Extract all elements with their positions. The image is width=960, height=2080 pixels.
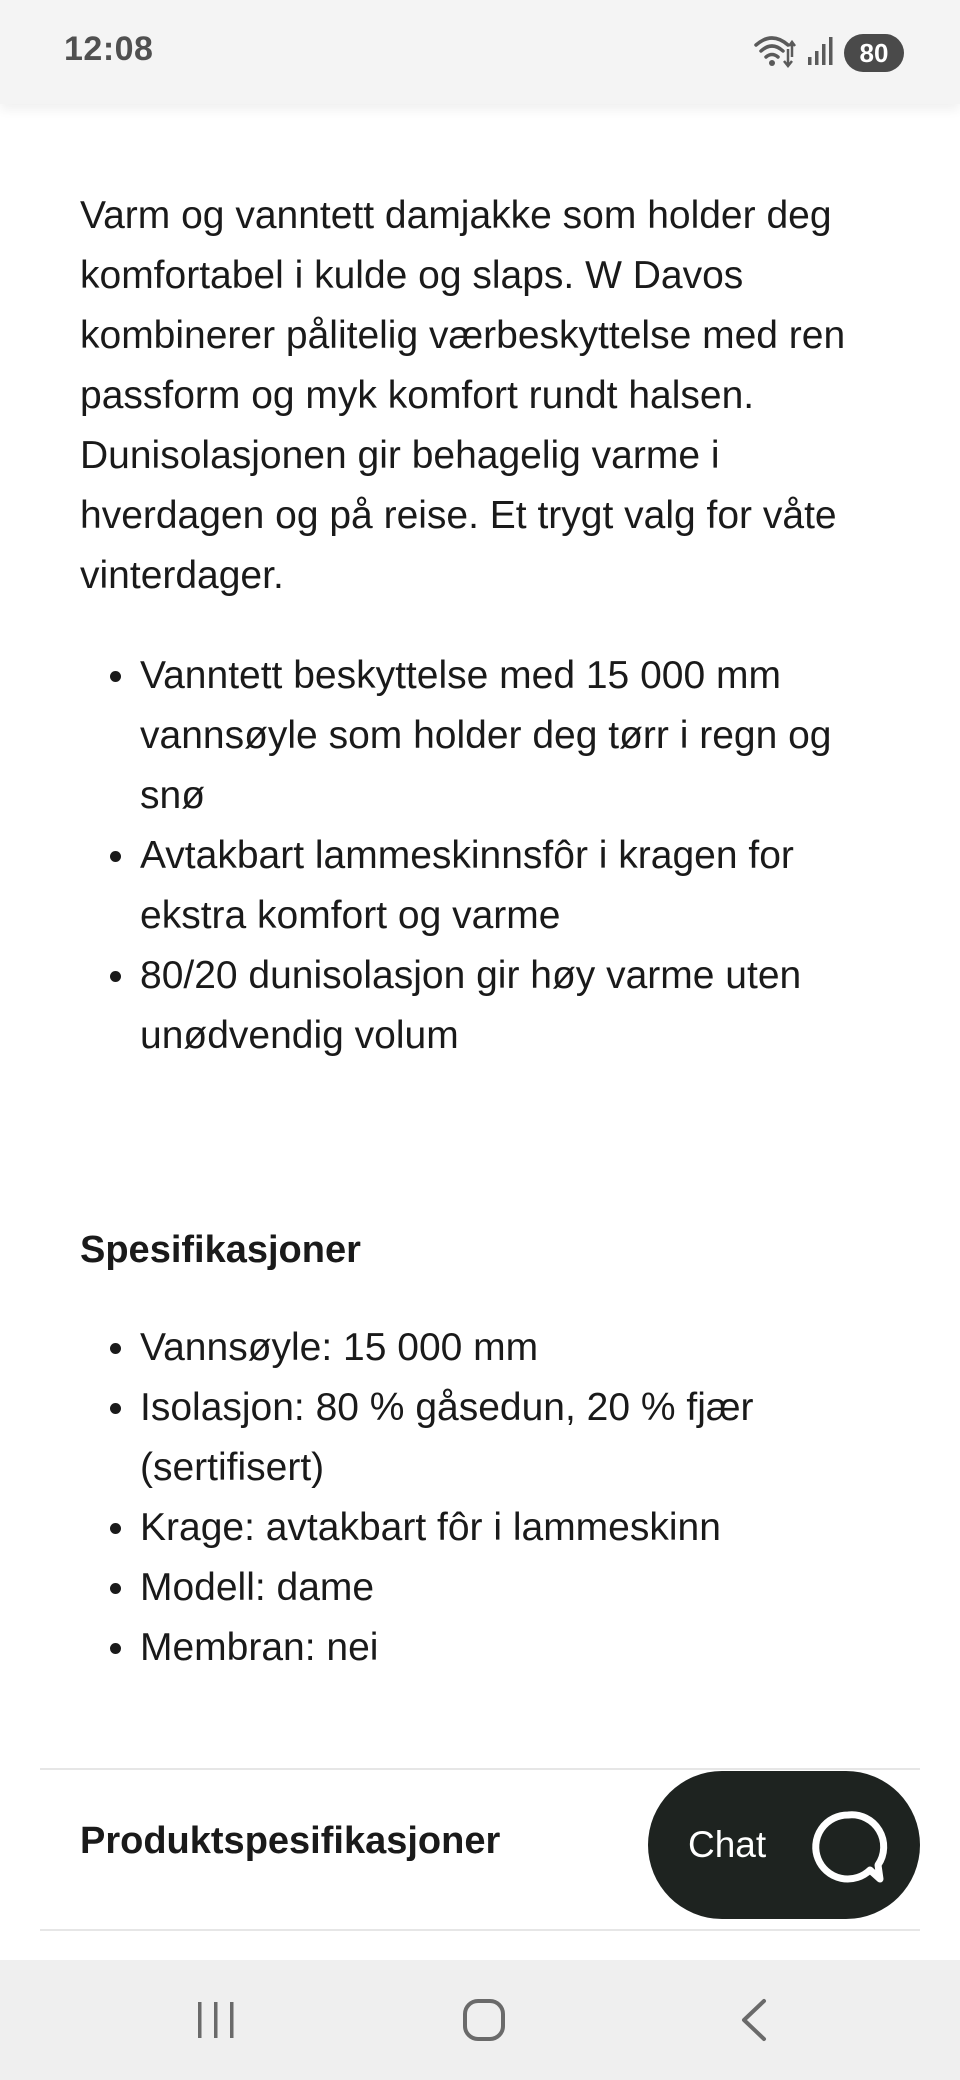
feature-list	[80, 646, 880, 1066]
list-item: Isolasjon: 80 % gåsedun, 20 % fjær (sertifisert)	[80, 1378, 880, 1498]
chat-bubble-icon	[808, 1807, 888, 1887]
recent-apps-button[interactable]	[186, 1990, 246, 2050]
status-icons	[752, 30, 904, 76]
status-bar	[0, 0, 960, 104]
home-icon	[461, 1997, 507, 2043]
status-time: 12:08	[64, 30, 154, 68]
list-item: Avtakbart lammeskinnsfôr i kragen for ekstra komfort og varme	[80, 826, 880, 946]
back-button[interactable]	[724, 1990, 784, 2050]
spec-list	[80, 1318, 880, 1678]
recent-apps-icon	[194, 2000, 238, 2040]
product-description: Varm og vanntett damjakke som holder deg komfortabel i kulde og slaps. W Davos kombinerer pålitelig værbeskyttelse med ren passform og myk komfort rundt halsen. Dunisolasjonen gir behagelig varme i hverdagen og på reise. Et trygt valg for våte vinterdager.	[80, 194, 846, 597]
list-item: Vanntett beskyttelse med 15 000 mm vannsøyle som holder deg tørr i regn og snø	[80, 646, 880, 826]
list-item: 80/20 dunisolasjon gir høy varme uten unødvendig volum	[80, 946, 880, 1066]
product-details	[80, 186, 880, 1678]
signal-icon	[806, 35, 834, 72]
divider	[40, 1929, 920, 1931]
chat-label: Chat	[688, 1824, 767, 1865]
specs-heading: Spesifikasjoner	[80, 1229, 361, 1271]
chat-button[interactable]	[648, 1771, 920, 1919]
divider	[40, 1768, 920, 1770]
home-button[interactable]	[454, 1990, 514, 2050]
list-item: Krage: avtakbart fôr i lammeskinn	[80, 1498, 880, 1558]
system-nav-bar	[0, 1960, 960, 2080]
list-item: Membran: nei	[80, 1618, 880, 1678]
wifi-icon	[752, 33, 796, 74]
back-icon	[736, 1997, 772, 2043]
list-item: Modell: dame	[80, 1558, 880, 1618]
battery-indicator: 80	[844, 34, 904, 72]
product-specifications-accordion[interactable]: Produktspesifikasjoner	[80, 1820, 501, 1862]
list-item: Vannsøyle: 15 000 mm	[80, 1318, 880, 1378]
